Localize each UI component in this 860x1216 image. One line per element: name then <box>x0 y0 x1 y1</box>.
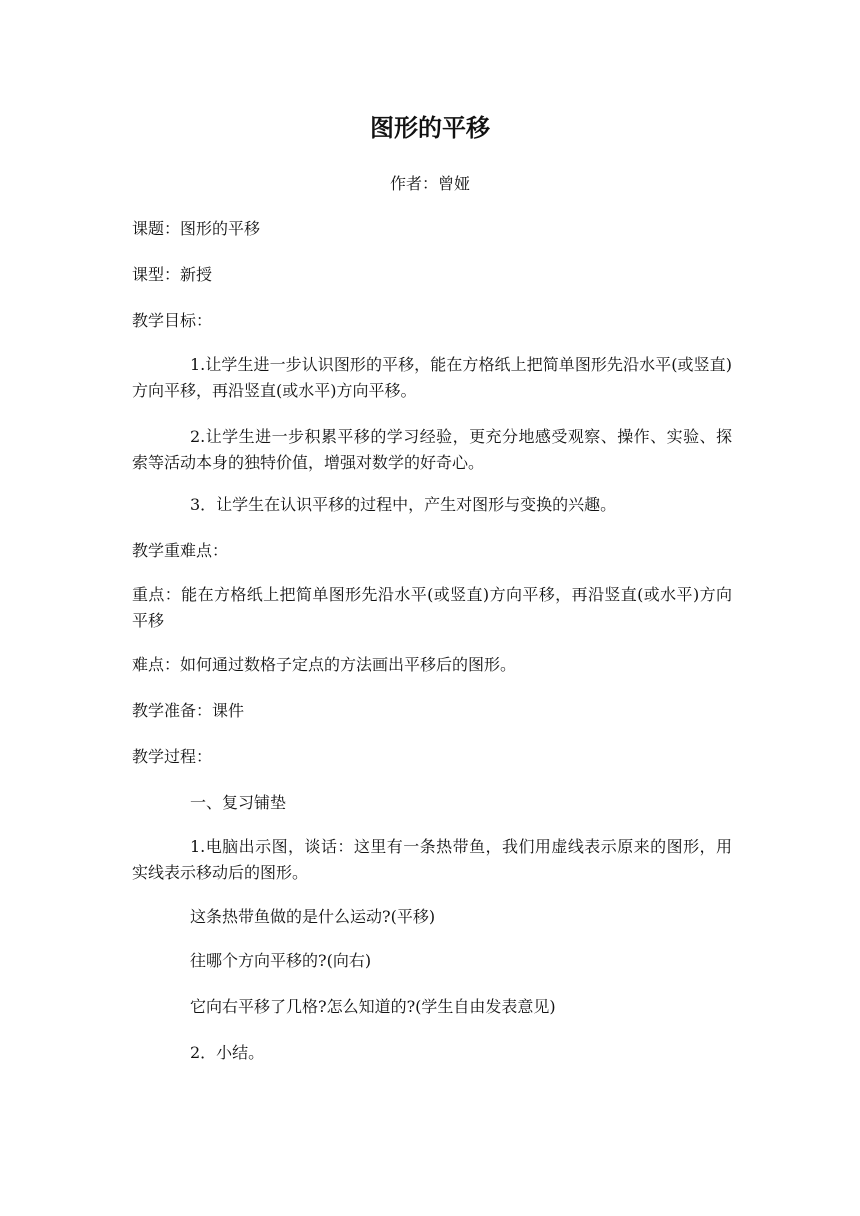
lesson-type-line: 课型：新授 <box>132 265 213 284</box>
question-2: 往哪个方向平移的?(向右) <box>190 951 372 970</box>
preparation-line: 教学准备：课件 <box>132 701 245 720</box>
key-point: 重点：能在方格纸上把简单图形先沿水平(或竖直)方向平移，再沿竖直(或水平)方向平移 <box>132 585 732 630</box>
section-heading: 一、复习铺垫 <box>190 793 287 812</box>
goal-item-3: 3．让学生在认识平移的过程中，产生对图形与变换的兴趣。 <box>190 495 617 514</box>
key-points-heading: 教学重难点： <box>132 541 229 560</box>
goal-item-2: 2.让学生进一步积累平移的学习经验，更充分地感受观察、操作、实验、探索等活动本身的独特价值，增强对数学的好奇心。 <box>132 427 732 472</box>
topic-line: 课题：图形的平移 <box>132 219 261 238</box>
question-1: 这条热带鱼做的是什么运动?(平移) <box>190 907 436 926</box>
process-heading: 教学过程： <box>132 747 213 766</box>
goals-heading: 教学目标： <box>132 311 213 330</box>
question-3: 它向右平移了几格?怎么知道的?(学生自由发表意见) <box>190 997 556 1016</box>
document-title: 图形的平移 <box>370 113 490 142</box>
step-1: 1.电脑出示图，谈话：这里有一条热带鱼，我们用虚线表示原来的图形，用实线表示移动后的图形。 <box>132 837 732 882</box>
author-line: 作者：曾娅 <box>389 174 470 193</box>
goal-item-1: 1.让学生进一步认识图形的平移，能在方格纸上把简单图形先沿水平(或竖直)方向平移，再沿竖直(或水平)方向平移。 <box>132 355 732 400</box>
difficult-point: 难点：如何通过数格子定点的方法画出平移后的图形。 <box>132 655 517 674</box>
step-2: 2．小结。 <box>190 1043 265 1062</box>
